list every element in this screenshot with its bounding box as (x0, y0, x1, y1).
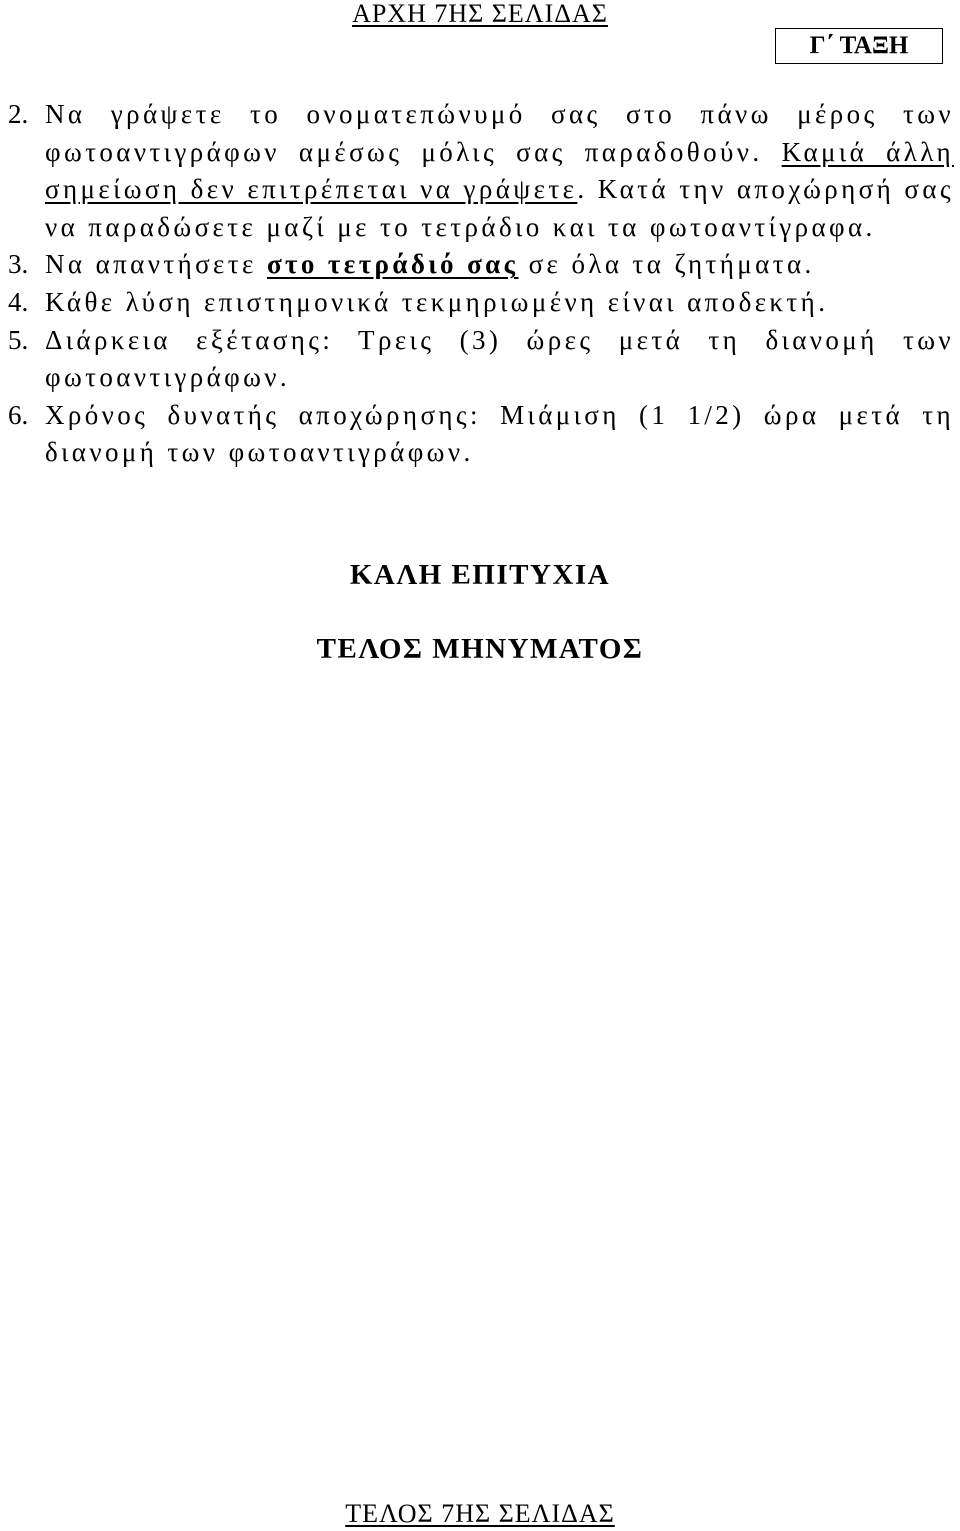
instructions-list (8, 96, 954, 472)
end-of-message-heading: ΤΕΛΟΣ ΜΗΝΥΜΑΤΟΣ (316, 633, 644, 665)
item-text-underlined: Καμιά άλλη σημείωση δεν επιτρέπεται να γράψετε (45, 136, 954, 205)
instruction-item-2 (8, 96, 954, 246)
class-label-box: Γ΄ ΤΑΞΗ (775, 28, 943, 64)
instruction-item-5 (8, 322, 954, 397)
item-number: 3. (8, 249, 29, 280)
good-luck-heading: ΚΑΛΗ ΕΠΙΤΥΧΙΑ (349, 559, 611, 591)
item-text: Διάρκεια εξέτασης: Τρεις (3) ώρες μετά τη διανομή των φωτοαντιγράφων. (45, 324, 954, 393)
item-text-bold-underlined: στο τετράδιό σας (266, 249, 519, 280)
item-text: Κάθε λύση επιστημονικά τεκμηριωμένη είναι αποδεκτή. (45, 286, 829, 317)
instruction-item-3 (8, 246, 954, 284)
item-text: Χρόνος δυνατής αποχώρησης: Μιάμιση (1 1/2) ώρα μετά τη διανομή των φωτοαντιγράφων. (45, 399, 954, 468)
item-text: Να γράψετε το ονοματεπώνυμό σας στο πάνω μέρος των φωτοαντιγράφων αμέσως μόλις σας παραδοθούν. (45, 99, 954, 167)
item-text: Να απαντήσετε (45, 249, 267, 280)
item-number: 6. (8, 399, 29, 430)
page-end-label: ΤΕΛΟΣ 7ΗΣ ΣΕΛΙΔΑΣ (345, 1499, 615, 1528)
instruction-item-4 (8, 284, 954, 322)
item-number: 4. (8, 286, 29, 317)
item-text: σε όλα τα ζητήματα. (518, 249, 815, 280)
instruction-item-6 (8, 397, 954, 472)
page-start-label: ΑΡΧΗ 7ΗΣ ΣΕΛΙΔΑΣ (352, 0, 608, 28)
item-text: . Κατά την αποχώρησή σας να παραδώσετε μαζί με το τετράδιο και τα φωτοαντίγραφα. (45, 174, 954, 242)
item-number: 5. (8, 324, 29, 355)
item-number: 2. (8, 99, 29, 129)
